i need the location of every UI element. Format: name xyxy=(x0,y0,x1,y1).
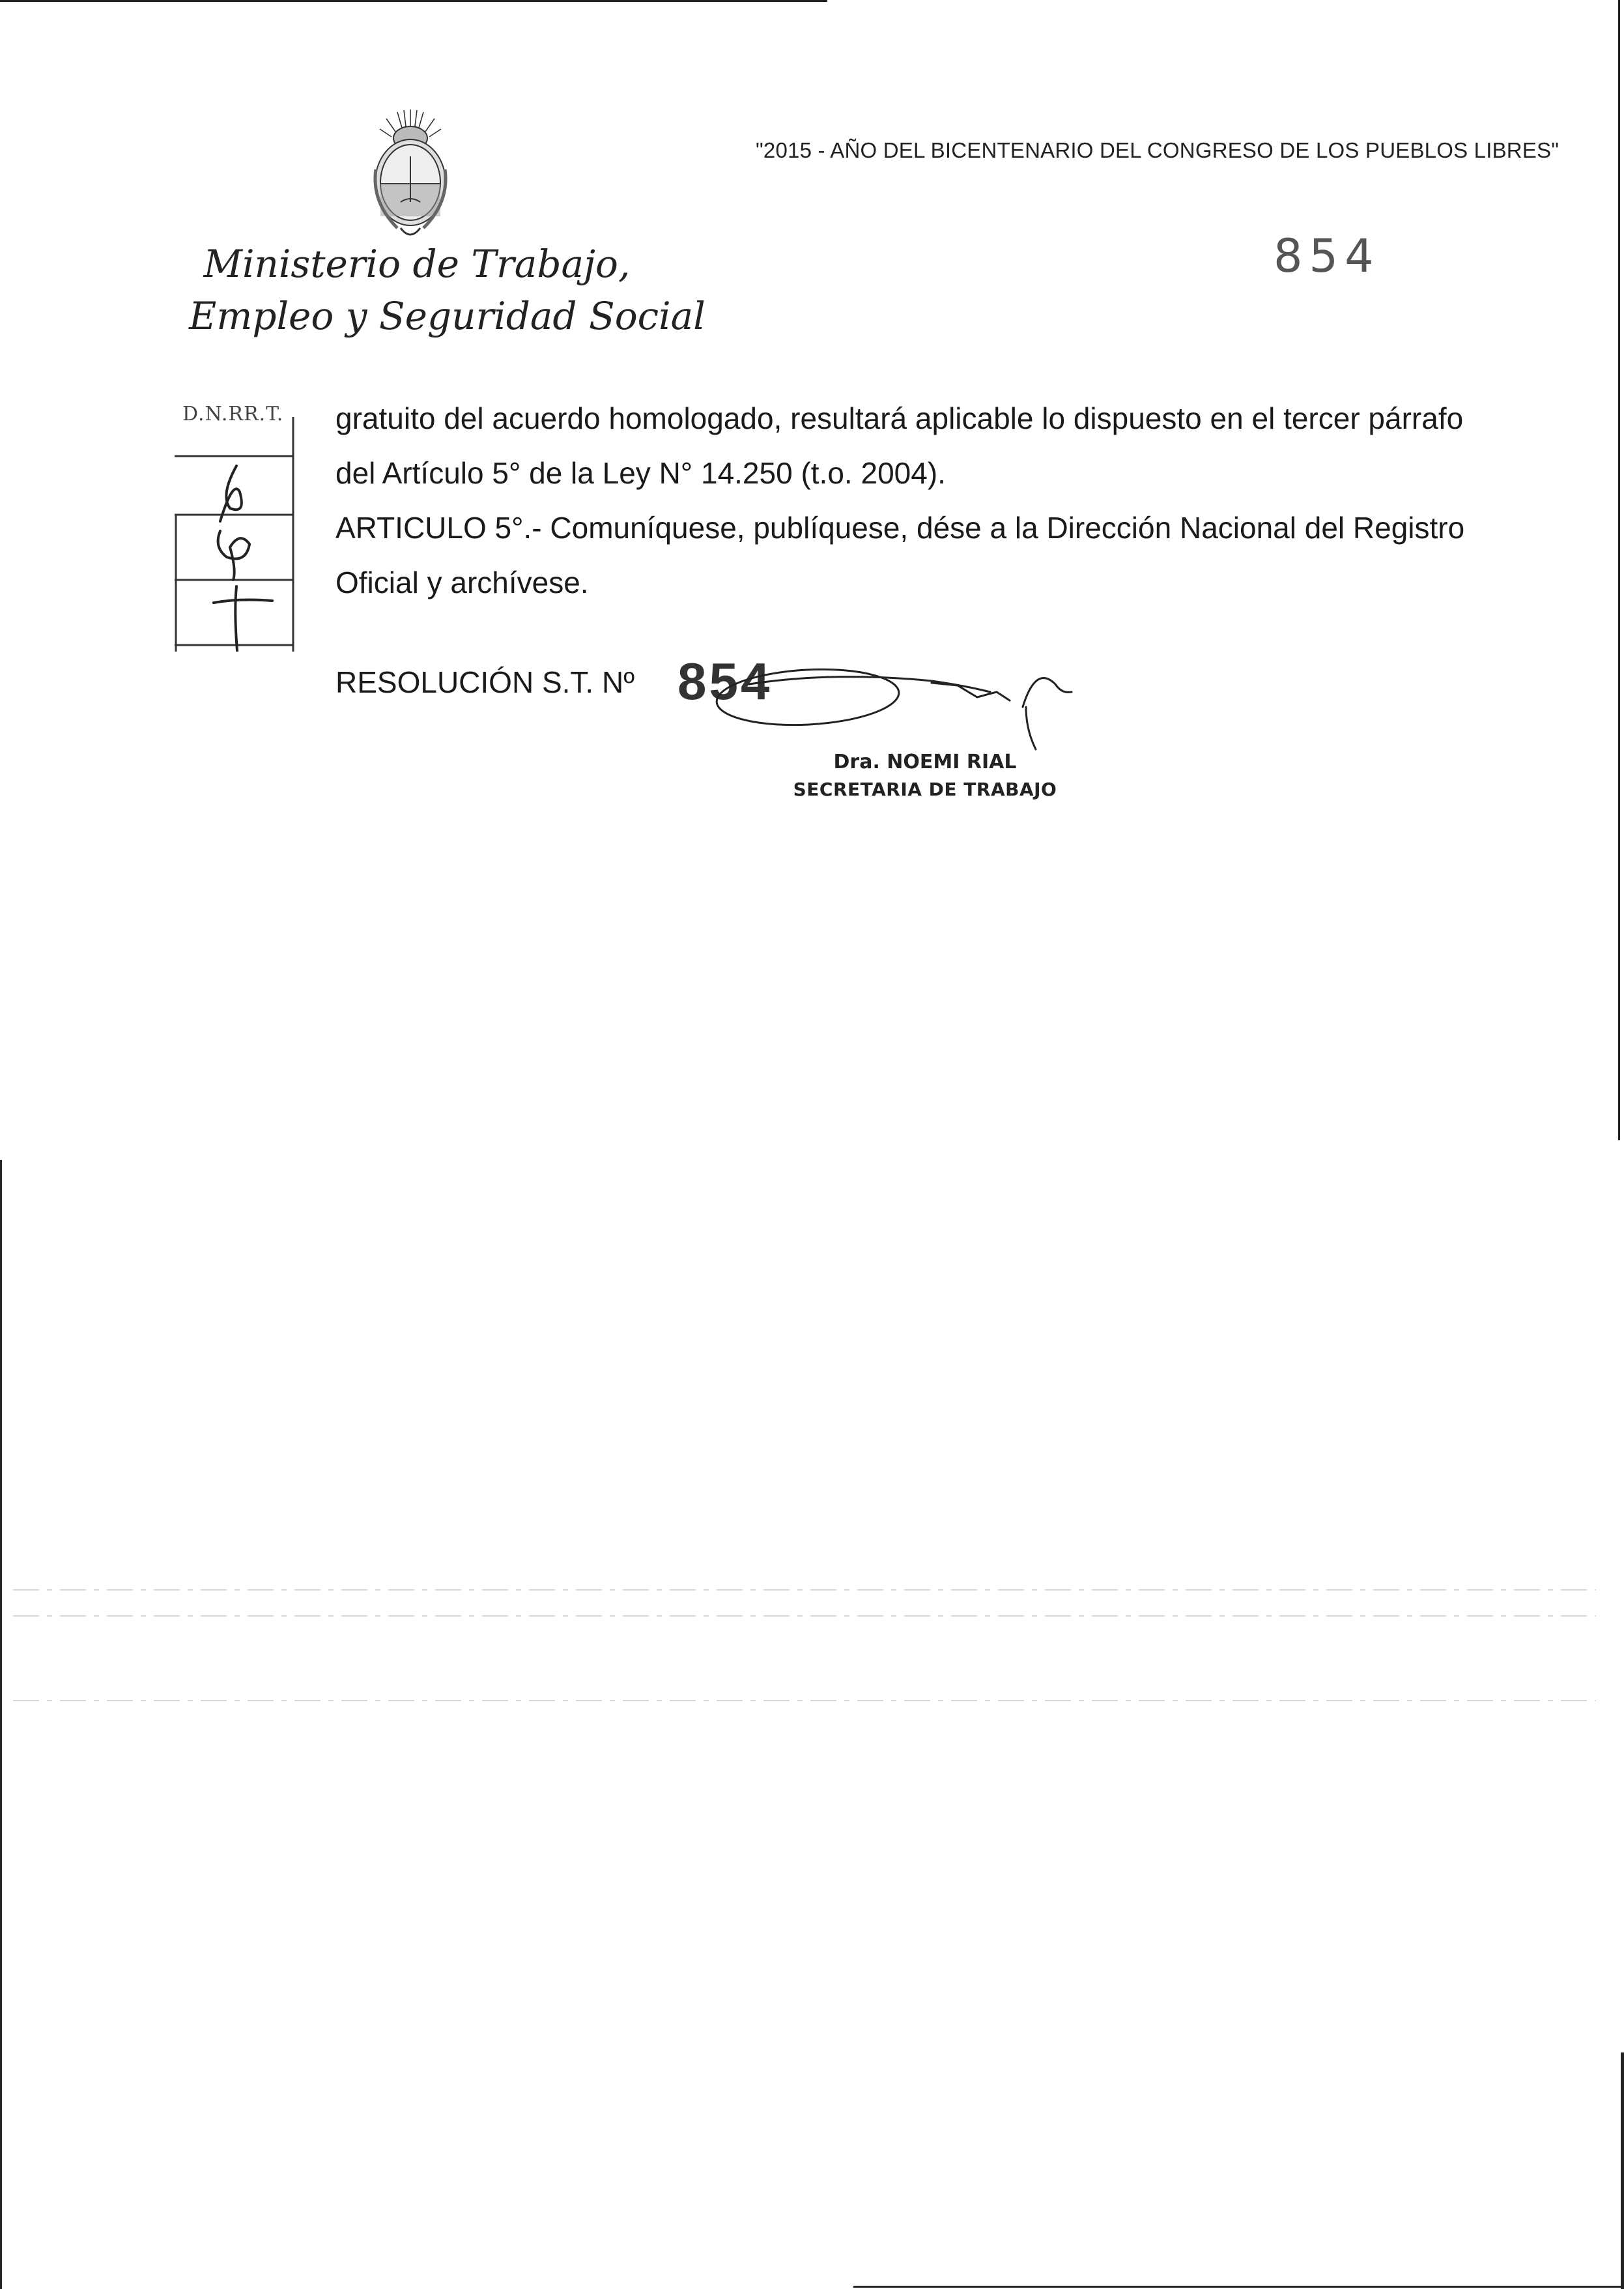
resolution-number: 854 xyxy=(677,652,773,710)
ministry-name-line2: Empleo y Seguridad Social xyxy=(189,294,705,338)
scan-edge-right-bottom xyxy=(1621,2052,1624,2289)
stamp-label: D.N.RR.T. xyxy=(182,403,284,425)
scan-edge-bottom xyxy=(853,2286,1624,2288)
body-line-2: del Artículo 5° de la Ley N° 14.250 (t.o. 2004). xyxy=(335,456,946,490)
article-5-line-2: Oficial y archívese. xyxy=(335,566,589,599)
article-5-line-1: ARTICULO 5°.- Comuníquese, publíquese, dése a la Dirección Nacional del Registro xyxy=(335,511,1465,545)
signatory-title: SECRETARIA DE TRABAJO xyxy=(793,779,1057,800)
folio-number: 854 xyxy=(1274,229,1380,283)
resolution-body xyxy=(335,391,1586,610)
signatory-name: Dra. NOEMI RIAL xyxy=(833,751,1017,773)
handwritten-signature xyxy=(671,645,1075,756)
ministry-name xyxy=(189,238,705,342)
year-slogan: "2015 - AÑO DEL BICENTENARIO DEL CONGRESO DE LOS PUEBLOS LIBRES" xyxy=(756,138,1560,162)
faint-scan-artifacts xyxy=(13,1577,1596,1720)
scan-edge-top xyxy=(0,0,827,2)
scan-edge-left xyxy=(0,1160,2,2289)
coat-of-arms-emblem xyxy=(362,104,459,248)
signatory-stamp xyxy=(775,748,1075,803)
margin-stamp-box xyxy=(175,417,295,652)
body-line-1: gratuito del acuerdo homologado, resultará aplicable lo dispuesto en el tercer párrafo xyxy=(335,401,1464,435)
resolution-label: RESOLUCIÓN S.T. Nº xyxy=(335,665,634,699)
scan-edge-right-top xyxy=(1618,0,1620,1140)
ministry-name-line1: Ministerio de Trabajo, xyxy=(203,242,631,286)
